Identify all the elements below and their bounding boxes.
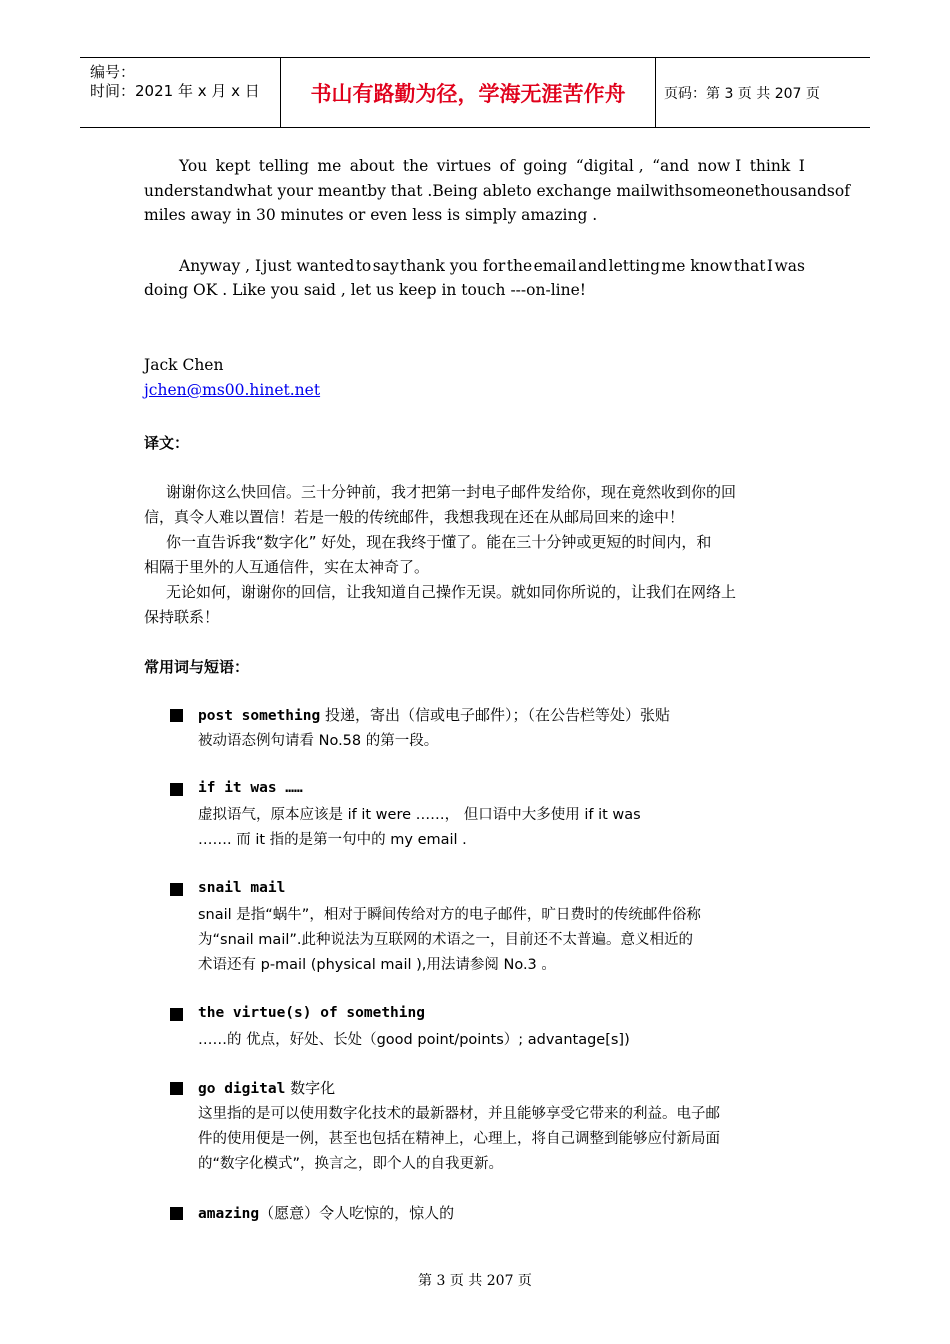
letter-word: thousands <box>754 182 835 200</box>
letter-word: to exchange mail <box>516 182 651 200</box>
translation-line: 你一直告诉我“数字化” 好处，现在我终于懂了。能在三十分钟或更短的时间内，和 <box>166 533 712 551</box>
letter-p2-line1 <box>179 257 805 275</box>
signature: Jack Chen <box>144 356 224 374</box>
bullet-icon <box>170 883 183 896</box>
letter-word: of <box>499 157 515 175</box>
page-info: 页码：第 3 页 共 207 页 <box>664 85 820 102</box>
letter-word: that <box>733 257 766 275</box>
bullet-icon <box>170 1207 183 1220</box>
letter-word: I <box>798 157 805 175</box>
letter-word: me know <box>661 257 733 275</box>
vocab-term-text: if it was …… <box>198 780 303 796</box>
vocab-description: ……. 而 it 指的是第一句中的 my email . <box>198 832 467 848</box>
letter-word: virtues <box>436 157 492 175</box>
letter-word: kept <box>215 157 251 175</box>
motto: 书山有路勤为径，学海无涯苦作舟 <box>310 81 626 106</box>
letter-word: of <box>834 182 850 200</box>
letter-word: about <box>349 157 395 175</box>
vocab-term-text: post something <box>198 708 321 724</box>
header-motto-cell <box>280 58 656 127</box>
vocab-description: snail 是指“蜗牛”，相对于瞬间传给对方的电子邮件，旷日费时的传统邮件俗称 <box>198 907 701 923</box>
letter-word: “and <box>652 157 690 175</box>
vocab-term <box>198 1077 335 1098</box>
translation-line: 保持联系！ <box>144 608 220 626</box>
letter-word: thank you for <box>400 257 506 275</box>
letter-word: say <box>372 257 399 275</box>
letter-word: by that . <box>367 182 433 200</box>
letter-word: me <box>317 157 342 175</box>
time-label: 时间：2021 年 x 月 x 日 <box>90 82 260 100</box>
letter-word: what your meant <box>233 182 368 200</box>
letter-word: Being able <box>432 182 517 200</box>
letter-word: going <box>523 157 568 175</box>
translation-line: 相隔于里外的人互通信件，实在太神奇了。 <box>144 558 430 576</box>
translation-line: 信，真令人难以置信！若是一般的传统邮件，我想我现在还在从邮局回来的途中！ <box>144 508 685 526</box>
letter-word: now I <box>697 157 742 175</box>
vocab-description: 这里指的是可以使用数字化技术的最新器材，并且能够享受它带来的利益。电子邮 <box>198 1106 720 1122</box>
letter-word: with <box>650 182 685 200</box>
translation-heading: 译文： <box>144 434 190 452</box>
letter-p1-line2 <box>144 182 850 200</box>
header-left-cell <box>80 58 280 127</box>
number-label: 编号： <box>90 63 136 81</box>
vocab-description: 术语还有 p-mail (physical mail ),用法请参阅 No.3 。 <box>198 957 556 973</box>
letter-word: and <box>578 257 608 275</box>
letter-word: understand <box>144 182 234 200</box>
vocab-term <box>198 704 670 725</box>
vocab-term <box>198 1202 454 1223</box>
vocab-description: 为“snail mail”.此种说法为互联网的术语之一，目前还不太普遍。意义相近的 <box>198 932 693 948</box>
letter-p1-line3: miles away in 30 minutes or even less is simply amazing . <box>144 206 598 224</box>
bullet-icon <box>170 783 183 796</box>
letter-word: the <box>402 157 429 175</box>
letter-word: just wanted <box>262 257 355 275</box>
vocab-term <box>198 778 303 796</box>
letter-p1-line1 <box>179 157 805 175</box>
vocab-term <box>198 1003 425 1021</box>
translation-line: 无论如何，谢谢你的回信，让我知道自己操作无误。就如同你所说的，让我们在网络上 <box>166 583 737 601</box>
page-footer: 第 3 页 共 207 页 <box>418 1273 532 1289</box>
email-link[interactable]: jchen@ms00.hinet.net <box>144 381 321 399</box>
vocab-term-text: go digital <box>198 1081 286 1097</box>
letter-word: the <box>506 257 533 275</box>
vocab-description: 被动语态例句请看 No.58 的第一段。 <box>198 733 439 749</box>
vocab-description: 虚拟语气，原本应该是 if it were ……， 但口语中大多使用 if it was <box>198 807 641 823</box>
vocab-description: 的“数字化模式”，换言之，即个人的自我更新。 <box>198 1156 504 1172</box>
vocab-description: 件的使用便是一例，甚至也包括在精神上，心理上，将自己调整到能够应付新局面 <box>198 1131 720 1147</box>
header-right-cell <box>656 58 870 127</box>
letter-word: I <box>766 257 774 275</box>
letter-word: telling <box>258 157 309 175</box>
vocab-gloss: 数字化 <box>285 1079 336 1097</box>
letter-word: You <box>179 157 208 175</box>
letter-word: think <box>749 157 791 175</box>
vocab-description: ……的 优点，好处、长处（good point/points）; advantage[s]) <box>198 1032 630 1048</box>
bullet-icon <box>170 709 183 722</box>
letter-word: to <box>355 257 372 275</box>
letter-p2-line2: doing OK . Like you said , let us keep in touch ---on-line! <box>144 281 587 299</box>
letter-word: letting <box>608 257 661 275</box>
vocab-gloss: 投递，寄出（信或电子邮件）；（在公告栏等处）张贴 <box>320 706 670 724</box>
page-header <box>80 57 870 128</box>
vocab-term-text: amazing <box>198 1206 260 1222</box>
translation-line: 谢谢你这么快回信。三十分钟前，我才把第一封电子邮件发给你，现在竟然收到你的回 <box>166 483 737 501</box>
letter-word: was <box>774 257 805 275</box>
bullet-icon <box>170 1008 183 1021</box>
vocab-term-text: the virtue(s) of something <box>198 1005 425 1021</box>
letter-word: someone <box>684 182 755 200</box>
vocab-term <box>198 878 285 896</box>
letter-word: “digital , <box>575 157 644 175</box>
letter-word: email <box>533 257 577 275</box>
bullet-icon <box>170 1082 183 1095</box>
letter-word: Anyway , I <box>179 257 262 275</box>
vocab-term-text: snail mail <box>198 880 286 896</box>
vocab-heading: 常用词与短语： <box>144 658 250 676</box>
vocab-gloss: （愿意）令人吃惊的，惊人的 <box>259 1204 455 1222</box>
